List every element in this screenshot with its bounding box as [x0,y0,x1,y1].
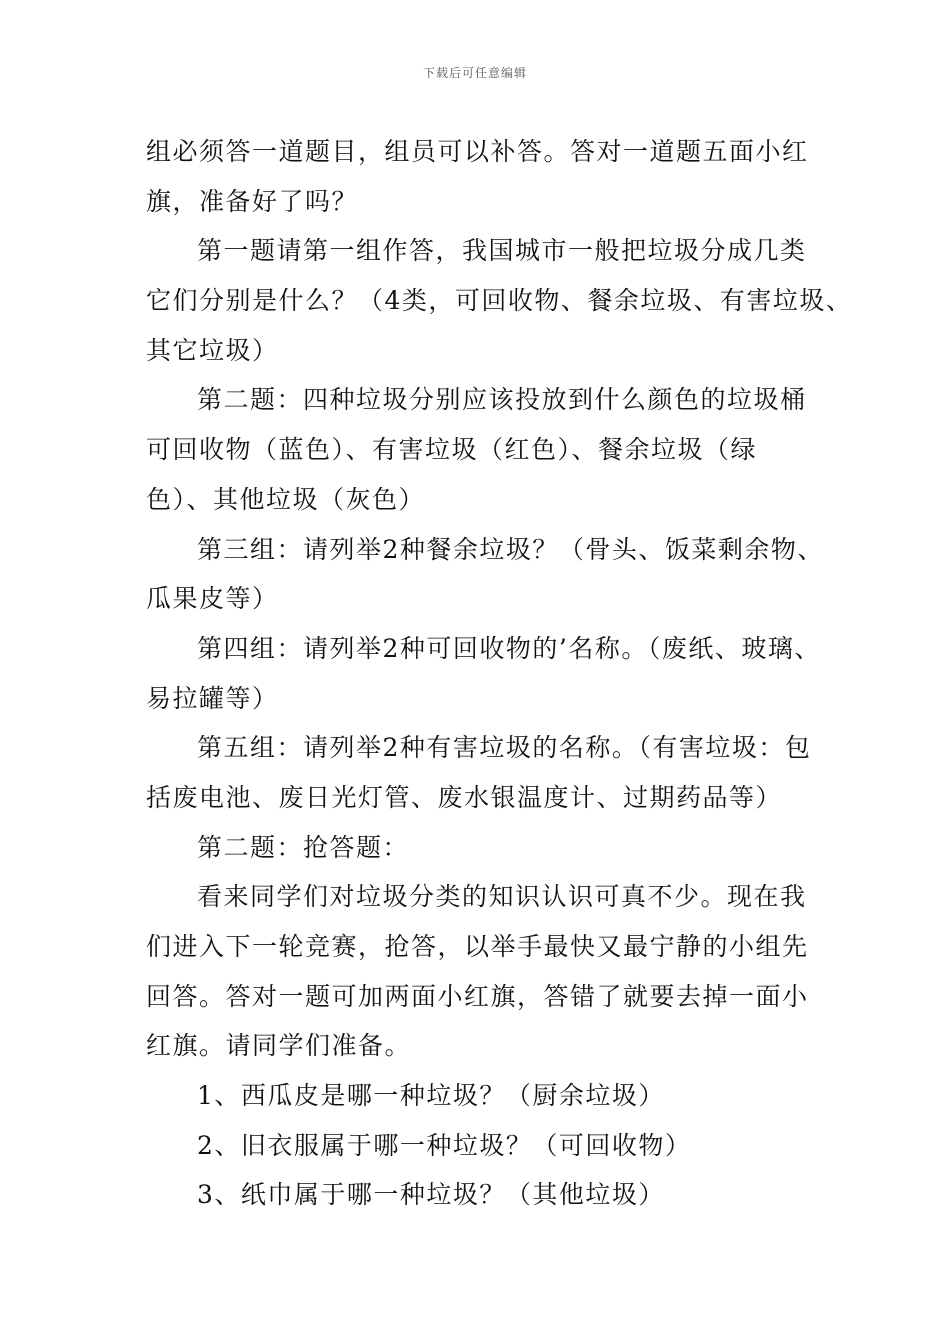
text-line: 第五组：请列举2种有害垃圾的名称。（有害垃圾：包 [197,733,812,763]
text-line: 可回收物（蓝色）、有害垃圾（红色）、餐余垃圾（绿 [146,435,758,465]
text-line: 瓜果皮等） [146,584,279,614]
text-line: 第四组：请列举2种可回收物的’名称。（废纸、玻璃、 [197,633,821,663]
text-line: 回答。答对一题可加两面小红旗，答错了就要去掉一面小 [146,981,809,1011]
text-line: 第二题：抢答题： [197,832,410,862]
text-line: 2、旧衣服属于哪一种垃圾？（可回收物） [197,1130,692,1160]
text-line: 色）、其他垃圾（灰色） [146,484,426,514]
text-line: 第三组：请列举2种餐余垃圾？（骨头、饭菜剩余物、 [197,534,824,564]
text-line: 其它垃圾） [146,335,279,365]
text-line: 易拉罐等） [146,683,279,713]
document-body [146,127,853,1220]
text-line: 旗，准备好了吗？ [146,186,359,216]
text-line: 组必须答一道题目，组员可以补答。答对一道题五面小红 [146,137,809,166]
text-line: 第二题：四种垃圾分别应该投放到什么颜色的垃圾桶 [197,385,807,415]
text-line: 它们分别是什么？（4类，可回收物、餐余垃圾、有害垃圾、 [146,286,853,316]
text-line: 3、纸巾属于哪一种垃圾？（其他垃圾） [197,1180,665,1210]
page-header: 下载后可任意编辑 [422,66,527,80]
text-line: 们进入下一轮竞赛，抢答，以举手最快又最宁静的小组先 [146,932,809,961]
text-line: 看来同学们对垃圾分类的知识认识可真不少。现在我 [197,882,807,912]
text-line: 括废电池、废日光灯管、废水银温度计、过期药品等） [146,782,783,812]
text-line: 1、西瓜皮是哪一种垃圾？（厨余垃圾） [197,1081,665,1111]
text-line: 红旗。请同学们准备。 [146,1031,412,1061]
text-line: 第一题请第一组作答，我国城市一般把垃圾分成几类 [197,236,807,266]
